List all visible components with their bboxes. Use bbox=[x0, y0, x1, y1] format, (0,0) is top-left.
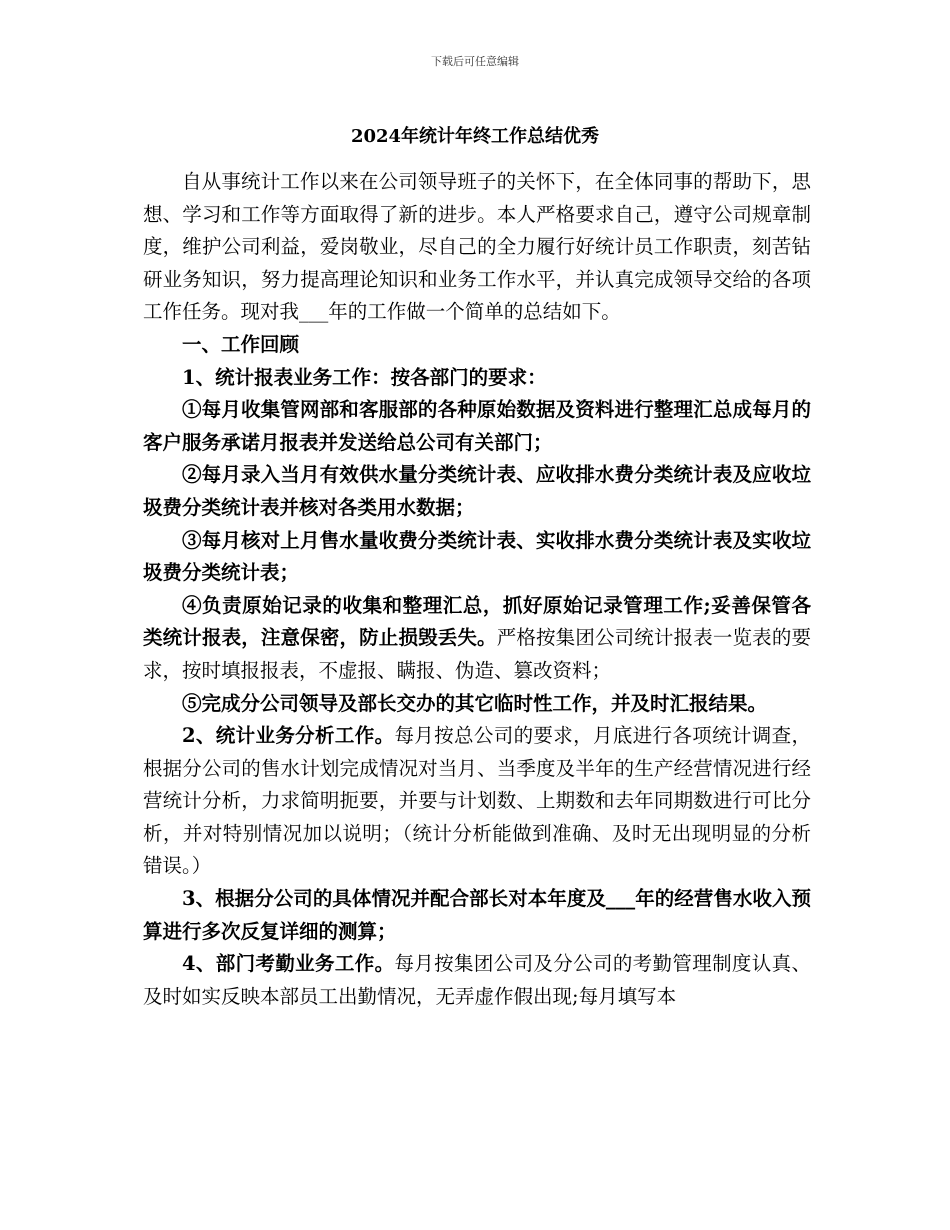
header-note: 下载后可任意编辑 bbox=[431, 55, 519, 68]
item-1-heading: 1、统计报表业务工作：按各部门的要求： bbox=[182, 365, 547, 389]
section-heading: 一、工作回顾 bbox=[182, 332, 300, 356]
document-body bbox=[143, 166, 811, 1013]
item-2-text: 每月按总公司的要求，月底进行各项统计调查，根据分公司的售水计划完成情况对当月、当季度及半年的生产经营情况进行经营统计分析，力求简明扼要，并要与计划数、上期数和去年同期数进行可比分析，并对特别情况加以说明；（统计分析能做到准确、及时无出现明显的分析错误。） bbox=[143, 724, 811, 878]
item-2-paragraph bbox=[143, 720, 811, 883]
item-2-heading: 2、统计业务分析工作。 bbox=[182, 724, 395, 748]
item-4-text: 每月按集团公司及分公司的考勤管理制度认真、及时如实反映本部员工出勤情况，无弄虚作假出现;每月填写本 bbox=[143, 952, 811, 1008]
sub-item-4 bbox=[143, 590, 811, 688]
sub-item-5: ⑤完成分公司领导及部长交办的其它临时性工作，并及时汇报结果。 bbox=[182, 691, 768, 715]
document-title: 2024年统计年终工作总结优秀 bbox=[350, 126, 600, 147]
sub-item-2: ②每月录入当月有效供水量分类统计表、应收排水费分类统计表及应收垃圾费分类统计表并核对各类用水数据； bbox=[143, 463, 811, 519]
sub-item-4-text: 严格按集团公司统计报表一览表的要求，按时填报报表，不虚报、瞒报、伪造、篡改资料； bbox=[143, 626, 811, 682]
intro-paragraph: 自从事统计工作以来在公司领导班子的关怀下，在全体同事的帮助下，思想、学习和工作等方面取得了新的进步。本人严格要求自己，遵守公司规章制度，维护公司利益，爱岗敬业，尽自己的全力履行好统计员工作职责，刻苦钻研业务知识，努力提高理论知识和业务工作水平，并认真完成领导交给的各项工作任务。现对我___年的工作做一个简单的总结如下。 bbox=[143, 170, 811, 324]
sub-item-3: ③每月核对上月售水量收费分类统计表、实收排水费分类统计表及实收垃圾费分类统计表； bbox=[143, 528, 811, 585]
item-4-heading: 4、部门考勤业务工作。 bbox=[182, 952, 395, 976]
sub-item-1: ①每月收集管网部和客服部的各种原始数据及资料进行整理汇总成每月的客户服务承诺月报表并发送给总公司有关部门； bbox=[143, 398, 811, 454]
item-4-paragraph bbox=[143, 948, 811, 1013]
item-3-paragraph: 3、根据分公司的具体情况并配合部长对本年度及___年的经营售水收入预算进行多次反复详细的测算； bbox=[143, 887, 811, 943]
sub-item-4-bold: ④负责原始记录的收集和整理汇总，抓好原始记录管理工作;妥善保管各类统计报表，注意保密，防止损毁丢失。 bbox=[143, 593, 811, 650]
